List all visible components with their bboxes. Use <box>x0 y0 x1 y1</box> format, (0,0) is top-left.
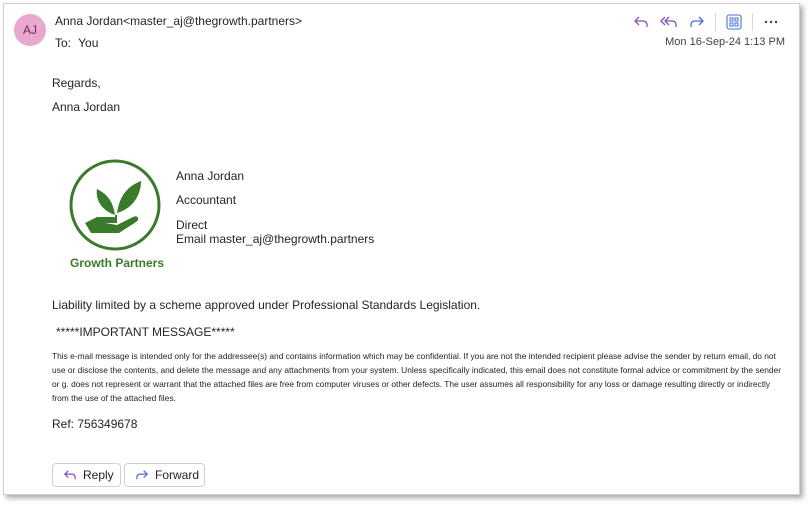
forward-button[interactable] <box>124 463 205 487</box>
reference-text: Ref: 756349678 <box>52 417 138 431</box>
action-divider <box>752 13 753 31</box>
reply-icon <box>633 15 649 29</box>
reply-all-icon <box>660 15 678 29</box>
signature-title: Accountant <box>176 193 237 207</box>
signoff-name: Anna Jordan <box>52 100 121 114</box>
reply-all-action-button[interactable] <box>655 12 683 32</box>
avatar[interactable]: AJ <box>14 14 46 46</box>
forward-icon <box>135 469 149 481</box>
company-name: Growth Partners <box>70 256 165 270</box>
recipient-line <box>55 36 98 50</box>
sender-name[interactable]: Anna Jordan <box>55 14 124 28</box>
forward-icon <box>689 15 705 29</box>
message-actions <box>627 12 785 32</box>
to-label: To: <box>55 36 72 50</box>
more-actions-button[interactable] <box>757 12 785 32</box>
forward-action-button[interactable] <box>683 12 711 32</box>
liability-text: Liability limited by a scheme approved under Professional Standards Legislation. <box>52 298 481 312</box>
more-icon <box>764 20 778 24</box>
email-reading-pane <box>3 3 800 495</box>
reply-icon <box>63 469 77 481</box>
recipient-name[interactable]: You <box>78 36 99 50</box>
apps-button[interactable] <box>720 12 748 32</box>
forward-button-label: Forward <box>155 468 200 482</box>
disclaimer-text: This e-mail message is intended only for the addressee(s) and contains information which may be confidential. If you are not the intended recipient please advise the sender by return email, do not use or disclose the contents, and delete the message and any attachments from your system. Unless specifically indicated, this email does not constitute formal advice or commitment by the sender or g. does not represent or warrant that the attached files are free from computer viruses or other defects. The user assumes all responsibility for any loss or damage resulting directly or indirectly from the use of the attached files. <box>52 351 781 403</box>
apps-icon <box>726 14 742 30</box>
sender-email[interactable]: <master_aj@thegrowth.partners> <box>123 14 303 28</box>
action-divider <box>715 13 716 31</box>
reply-action-button[interactable] <box>627 12 655 32</box>
reply-button-label: Reply <box>83 468 114 482</box>
sent-date: Mon 16-Sep-24 1:13 PM <box>665 36 785 48</box>
reply-button[interactable] <box>52 463 121 487</box>
growth-partners-logo-icon <box>67 157 163 253</box>
sender-line <box>55 14 302 28</box>
signature-email[interactable]: Email master_aj@thegrowth.partners <box>176 232 375 246</box>
signature-name: Anna Jordan <box>176 169 245 183</box>
regards-text: Regards, <box>52 76 101 90</box>
signature-direct: Direct <box>176 218 208 232</box>
important-heading: *****IMPORTANT MESSAGE***** <box>56 325 235 339</box>
